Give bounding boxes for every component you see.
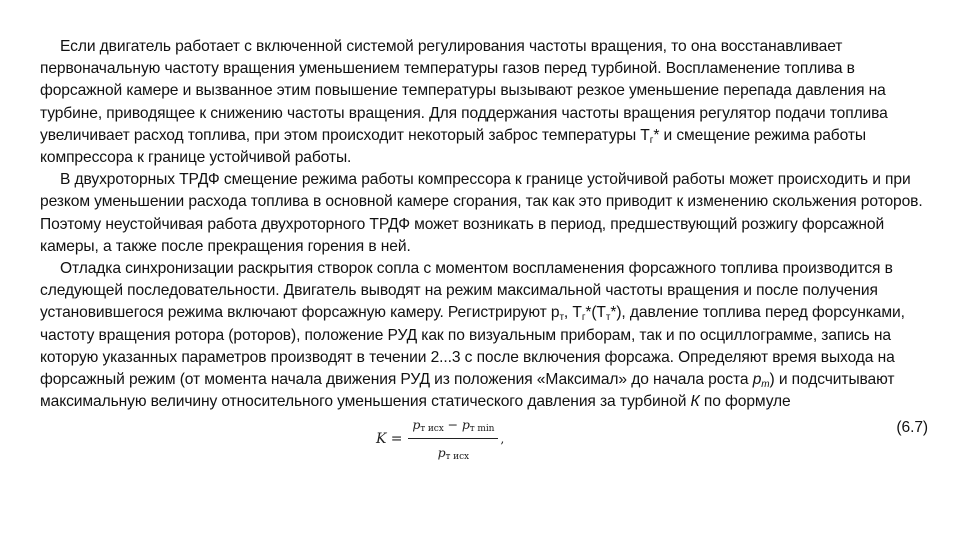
document-body: [40, 36, 930, 467]
formula-num-sub1: т исх: [420, 424, 444, 435]
paragraph-2: [40, 169, 930, 258]
formula-numerator: [408, 414, 498, 439]
formula-trailing-comma: ,: [500, 431, 505, 447]
formula-den-sub: т исх: [445, 452, 470, 463]
paragraph-1: [40, 36, 930, 169]
paragraph-3-text-a: Отладка синхронизации раскрытия створок сопла с моментом воспламенения форсажного топлива производится в следующей последовательности. Двигатель выводят на режим максимальной частоты вращения и после получения установившегося режима включают форсажную камеру. Регистрируют р: [40, 260, 893, 322]
subscript-t: т: [761, 379, 770, 391]
formula-lhs: K =: [376, 431, 403, 448]
formula-fraction: [408, 414, 498, 464]
subscript-g: г: [649, 134, 654, 146]
paragraph-3-text-b: , Т: [563, 304, 582, 322]
paragraph-3-text-f: по формуле: [699, 393, 791, 411]
paragraph-3-text-d: *), давление топлива перед форсунками, частоту вращения ротора (роторов), положение РУД как по визуальным приборам, так и по осциллограмме, запись на которую указанных параметров производят в течении 2...3 с после включения форсажа. Определяют время выхода на форсажный режим (от момента начала движения РУД из положения «Максимал» до начала роста: [40, 304, 905, 389]
paragraph-1-text-b: * и смещение режима работы компрессора к границе устойчивой работы.: [40, 126, 866, 167]
formula-num-minus-p: − p: [443, 417, 470, 433]
formula-num-sub2: т min: [469, 424, 495, 435]
subscript-t: т: [605, 312, 611, 324]
subscript-g: г: [581, 312, 586, 324]
paragraph-1-text-a: Если двигатель работает с включенной системой регулирования частоты вращения, то она восстанавливает первоначальную частоту вращения уменьшением температуры газов перед турбиной. Воспламенение топлива в форсажной камере и вызванное этим повышение температуры вызывают резкое уменьшение перепада давления на турбине, приводящее к снижению частоты вращения. Для поддержания частоты вращения регулятор подачи топлива увеличивает расход топлива, при этом происходит некоторый заброс температуры Т: [40, 38, 888, 144]
formula-den-p: p: [437, 445, 446, 461]
formula-k: [376, 415, 504, 463]
formula-row: [40, 415, 930, 467]
paragraph-3-text-e: ) и подсчитывают максимальную величину относительного уменьшения статического давления за турбиной: [40, 371, 895, 411]
paragraph-3: [40, 258, 930, 413]
formula-denominator: [438, 439, 469, 464]
paragraph-2-text: В двухроторных ТРДФ смещение режима работы компрессора к границе устойчивой работы может происходить и при резком уменьшении расхода топлива в основной камере сгорания, так как это приводит к изменению скольжения роторов. Поэтому неустойчивая работа двухроторного ТРДФ может возникать в период, предшествующий розжигу форсажной камеры, а также после прекращения горения в ней.: [40, 171, 923, 255]
equation-number: (6.7): [896, 419, 928, 437]
variable-k: К: [690, 393, 700, 411]
variable-p: р: [752, 371, 762, 389]
paragraph-3-text-c: *(Т: [585, 304, 606, 322]
formula-num-p1: p: [412, 417, 421, 433]
subscript-t: т: [559, 312, 564, 324]
